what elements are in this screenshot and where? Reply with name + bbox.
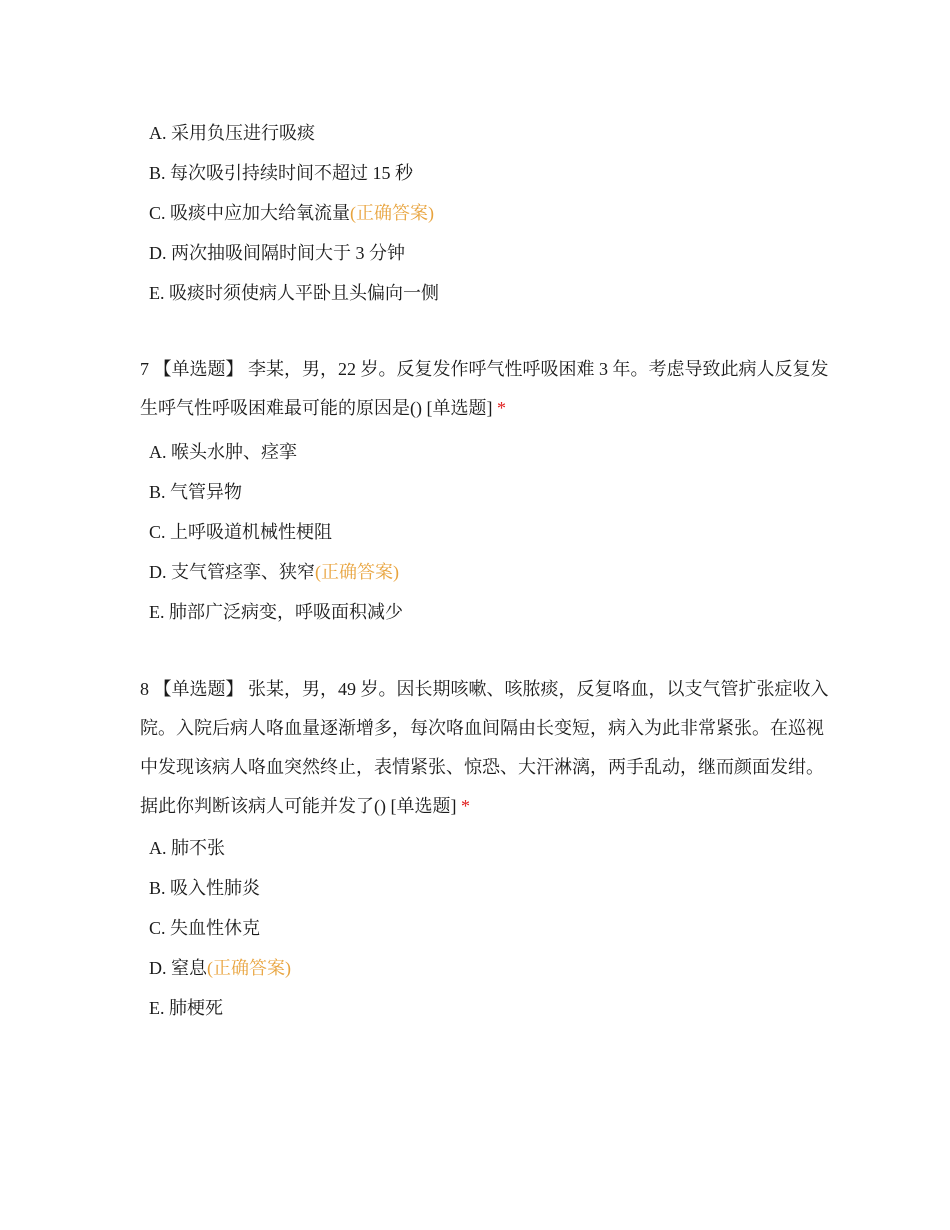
q7-option-b	[149, 480, 242, 504]
q8-option-a	[149, 836, 225, 860]
option-text: A. 喉头水肿、痉挛	[149, 442, 297, 462]
q6-option-a	[149, 121, 315, 145]
option-text: A. 肺不张	[149, 838, 225, 858]
q7-option-c	[149, 520, 332, 544]
required-asterisk: *	[496, 398, 506, 418]
correct-answer-marker: (正确答案)	[315, 562, 399, 582]
option-text: D. 支气管痉挛、狭窄	[149, 562, 315, 582]
question-text: 张某，男，49 岁。因长期咳嗽、咳脓痰，反复咯血，以支气管扩张症收入院。入院后病人咯血量逐渐增多，每次咯血间隔由长变短，病入为此非常紧张。在巡视中发现该病人咯血突然终止，表情紧张、惊恐、大汗淋漓，两手乱动，继而颜面发绀。据此你判断该病人可能并发了() [单选题]	[140, 679, 829, 816]
option-text: C. 上呼吸道机械性梗阻	[149, 522, 333, 542]
q8-option-b	[149, 876, 260, 900]
question-text: 李某，男，22 岁。反复发作呼气性呼吸困难 3 年。考虑导致此病人反复发生呼气性呼吸困难最可能的原因是() [单选题]	[140, 359, 829, 418]
question-7-stem	[140, 350, 830, 428]
option-text: B. 气管异物	[149, 482, 243, 502]
option-text: D. 两次抽吸间隔时间大于 3 分钟	[149, 243, 405, 263]
question-type-tag: 【单选题】	[153, 679, 244, 699]
option-text: C. 吸痰中应加大给氧流量	[149, 203, 351, 223]
q8-option-e	[149, 996, 223, 1020]
option-text: B. 每次吸引持续时间不超过 15 秒	[149, 163, 414, 183]
question-number: 7	[140, 359, 149, 379]
q8-option-d	[149, 956, 291, 980]
option-text: D. 窒息	[149, 958, 207, 978]
option-text: B. 吸入性肺炎	[149, 878, 261, 898]
required-asterisk: *	[460, 796, 470, 816]
correct-answer-marker: (正确答案)	[207, 958, 291, 978]
correct-answer-marker: (正确答案)	[350, 203, 435, 223]
q6-option-e	[149, 281, 439, 305]
q7-option-d	[149, 560, 399, 584]
question-number: 8	[140, 679, 149, 699]
option-text: C. 失血性休克	[149, 918, 261, 938]
q6-option-d	[149, 241, 405, 265]
question-8-stem	[140, 670, 830, 826]
q8-option-c	[149, 916, 260, 940]
question-type-tag: 【单选题】	[153, 359, 244, 379]
q6-option-c	[149, 201, 434, 225]
q7-option-a	[149, 440, 297, 464]
q6-option-b	[149, 161, 413, 185]
option-text: E. 吸痰时须使病人平卧且头偏向一侧	[149, 283, 439, 303]
option-text: E. 肺梗死	[149, 998, 223, 1018]
q7-option-e	[149, 600, 403, 624]
option-text: E. 肺部广泛病变，呼吸面积减少	[149, 602, 403, 622]
option-text: A. 采用负压进行吸痰	[149, 123, 315, 143]
